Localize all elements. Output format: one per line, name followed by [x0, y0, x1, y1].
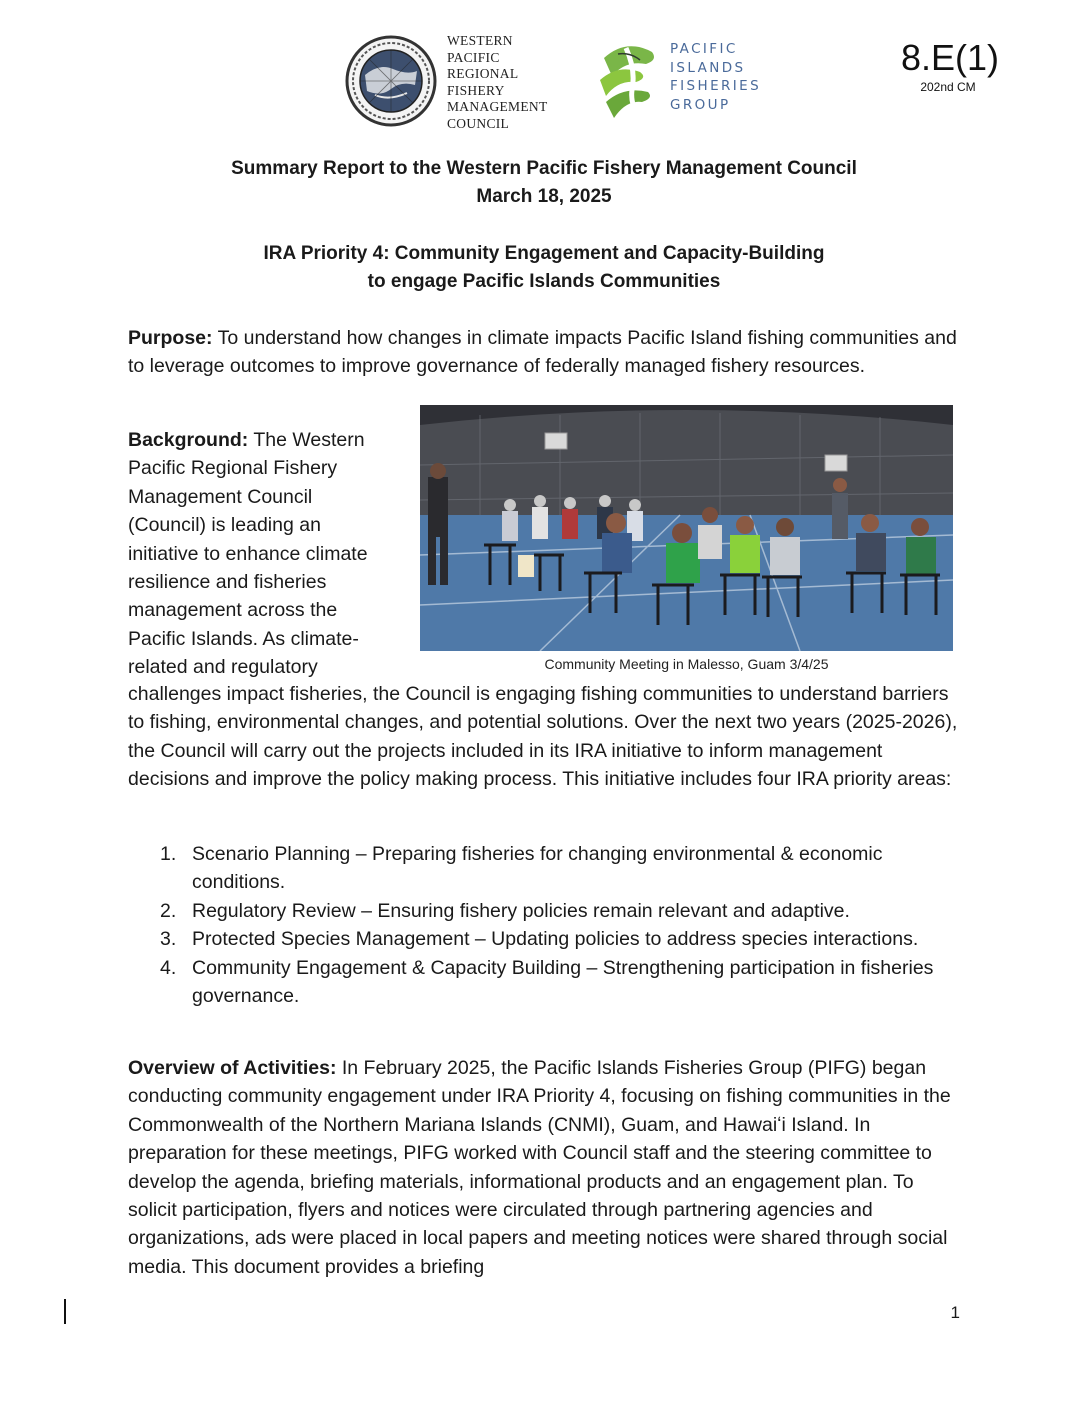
- page-number: 1: [950, 1303, 960, 1322]
- background-line: (Council) is leading an: [128, 514, 321, 537]
- list-item-text: Regulatory Review – Ensuring fishery policies remain relevant and adaptive.: [192, 899, 850, 922]
- list-item-number: 2.: [160, 899, 177, 922]
- pifg-name-line: ISLANDS: [670, 59, 746, 76]
- purpose-label: Purpose:: [128, 327, 213, 349]
- meeting-code: 202nd CM: [920, 80, 976, 94]
- council-name-line: REGIONAL: [447, 66, 519, 81]
- background-line: initiative to enhance climate: [128, 542, 368, 565]
- council-seal-icon: [345, 35, 437, 127]
- background-line: Pacific Islands. As climate-: [128, 627, 359, 650]
- pifg-name-line: FISHERIES: [670, 78, 762, 94]
- report-date: March 18, 2025: [476, 186, 612, 207]
- background-line: resilience and fisheries: [128, 571, 327, 594]
- fish-logo-icon: [596, 40, 664, 125]
- list-item-text: Protected Species Management – Updating policies to address species interactions.: [192, 928, 919, 951]
- background-line: related and regulatory: [128, 656, 318, 679]
- agenda-item-code: 8.E(1): [900, 37, 1000, 78]
- background-label: Background:: [128, 429, 249, 451]
- report-subtitle-line: to engage Pacific Islands Communities: [367, 271, 721, 292]
- community-meeting-illustration: [420, 405, 953, 651]
- overview-text: In February 2025, the Pacific Islands Fisheries Group (PIFG) began conducting community engagement under IRA Priority 4, focusing on fishing communities in the Commonwealth of the Northern Mariana Islands (CNMI), Guam, and Hawaiʻi Island. In preparation for these meetings, PIFG worked with Council staff and the steering committee to develop the agenda, briefing materials, informational products and an engagement plan. To solicit participation, flyers and notices were circulated through partnering agencies and organizations, ads were placed in local papers and meeting notices were shared through social media. This document provides a briefing: [128, 1057, 951, 1278]
- report-title: [130, 155, 958, 211]
- pifg-name-line: GROUP: [670, 96, 731, 113]
- list-item: [150, 897, 960, 925]
- change-bar: [64, 1299, 66, 1324]
- list-item-text: Community Engagement & Capacity Building – Strengthening participation in fisheries governance.: [192, 956, 934, 1008]
- purpose-text: To understand how changes in climate impacts Pacific Island fishing communities and to leverage outcomes to improve governance of federally managed fishery resources.: [128, 327, 957, 378]
- photo-caption: Community Meeting in Malesso, Guam 3/4/25: [544, 656, 829, 672]
- council-name: [447, 33, 567, 132]
- background-line: [128, 426, 393, 454]
- council-logo: [345, 33, 565, 129]
- list-item-number: 3.: [160, 928, 177, 951]
- background-paragraph: [128, 426, 393, 682]
- community-meeting-photo: [420, 405, 953, 651]
- background-line-text: The Western: [248, 429, 365, 451]
- list-item: [150, 840, 960, 897]
- pifg-name-line: PACIFIC: [670, 41, 738, 57]
- purpose-paragraph: [128, 324, 960, 381]
- report-subtitle: [130, 240, 958, 296]
- council-name-line: PACIFIC: [447, 49, 500, 65]
- overview-paragraph: [128, 1054, 960, 1281]
- overview-label: Overview of Activities:: [128, 1057, 337, 1079]
- list-item: [150, 954, 960, 1011]
- pifg-logo: [596, 40, 806, 125]
- pifg-name: [670, 40, 810, 114]
- list-item-number: 4.: [160, 956, 177, 979]
- council-name-line: WESTERN: [447, 33, 513, 48]
- council-name-line: FISHERY: [447, 82, 505, 98]
- background-line: management across the: [128, 599, 338, 622]
- background-line: Pacific Regional Fishery: [128, 457, 338, 480]
- list-item: [150, 925, 960, 953]
- list-item-number: 1.: [160, 843, 177, 865]
- report-title-line: Summary Report to the Western Pacific Fishery Management Council: [231, 158, 857, 179]
- council-name-line: COUNCIL: [447, 115, 510, 131]
- background-line: Management Council: [128, 485, 313, 508]
- list-item-text: Scenario Planning – Preparing fisheries for changing environmental & economic conditions.: [192, 843, 883, 894]
- priority-list: [150, 840, 960, 1010]
- background-continuation: challenges impact fisheries, the Council is engaging fishing communities to understand barriers to fishing, environmental changes, and potential solutions. Over the next two years (2025-2026), the Council will carry out the projects included in its IRA initiative to inform management decisions and improve the policy making process. This initiative includes four IRA priority areas:: [128, 683, 958, 791]
- council-name-line: MANAGEMENT: [447, 99, 548, 114]
- report-subtitle-line: IRA Priority 4: Community Engagement and Capacity-Building: [263, 243, 825, 264]
